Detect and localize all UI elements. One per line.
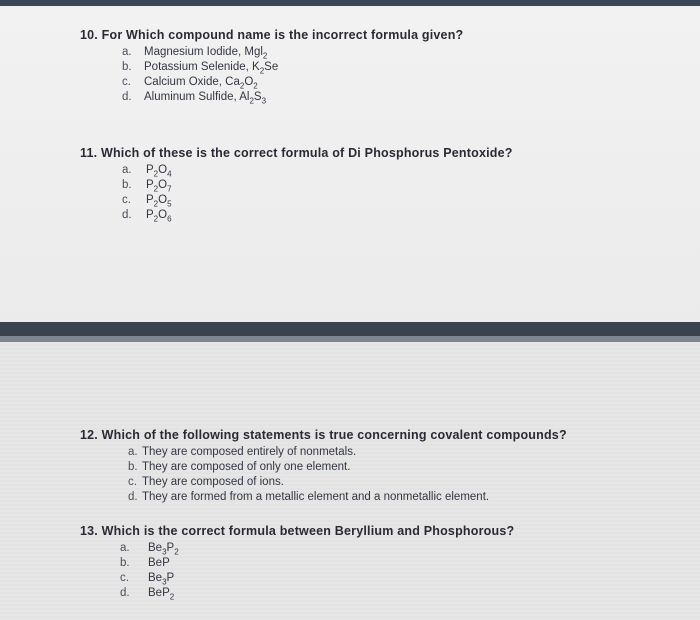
option-letter: a.	[122, 164, 132, 176]
option-letter: d.	[128, 491, 138, 503]
answer-options	[128, 445, 680, 505]
option-letter: d.	[122, 91, 132, 103]
subscript: 2	[259, 66, 265, 76]
subscript: 2	[174, 547, 179, 557]
question-13	[80, 524, 680, 601]
answer-option-a[interactable]	[128, 445, 680, 460]
option-letter: b.	[122, 179, 132, 191]
answer-option-b[interactable]	[120, 556, 680, 571]
option-letter: b.	[122, 61, 132, 73]
option-text-tail: O	[158, 209, 168, 221]
option-text: Be	[148, 542, 163, 554]
answer-option-d[interactable]	[122, 90, 680, 105]
question-title: 13. Which is the correct formula between Beryllium and Phosphorous?	[80, 524, 515, 538]
question-10	[80, 28, 680, 105]
option-letter: a.	[128, 446, 138, 458]
subscript: 7	[167, 184, 172, 194]
option-text-tail: S	[253, 91, 262, 103]
answer-options	[122, 163, 680, 223]
top-edge-bar	[0, 0, 700, 6]
subscript: 2	[262, 51, 268, 61]
option-text: They are formed from a metallic element and a nonmetallic element.	[142, 491, 490, 503]
subscript: 3	[162, 547, 167, 557]
option-text: P	[146, 209, 154, 221]
subscript: 2	[153, 184, 159, 194]
subscript: 5	[167, 199, 172, 209]
page-divider	[0, 322, 700, 336]
answer-option-c[interactable]	[122, 193, 680, 208]
option-text-tail: O	[244, 76, 254, 88]
answer-option-b[interactable]	[122, 60, 680, 75]
option-text-tail: P	[166, 542, 175, 554]
option-text: P	[146, 194, 154, 206]
option-text: They are composed of ions.	[142, 476, 284, 488]
option-text-tail: P	[166, 572, 175, 584]
subscript: 4	[167, 169, 172, 179]
answer-option-d[interactable]	[122, 208, 680, 223]
option-letter: c.	[122, 194, 131, 206]
subscript: 2	[253, 81, 258, 91]
subscript: 3	[162, 577, 167, 587]
answer-option-d[interactable]	[120, 586, 680, 601]
option-text-tail: Se	[264, 61, 279, 73]
option-text-tail: P	[162, 587, 170, 599]
option-text: They are composed entirely of nonmetals.	[142, 446, 357, 458]
answer-options	[122, 45, 680, 105]
subscript: 6	[167, 214, 172, 224]
option-letter: a.	[120, 542, 130, 554]
answer-option-b[interactable]	[128, 460, 680, 475]
answer-option-a[interactable]	[122, 45, 680, 60]
answer-option-a[interactable]	[120, 541, 680, 556]
subscript: 2	[239, 81, 245, 91]
answer-option-d[interactable]	[128, 490, 680, 505]
option-text-tail: O	[158, 164, 168, 176]
subscript: 2	[153, 169, 159, 179]
answer-option-b[interactable]	[122, 178, 680, 193]
subscript: 2	[153, 199, 159, 209]
option-letter: c.	[122, 76, 131, 88]
option-letter: d.	[122, 209, 132, 221]
option-letter: c.	[128, 476, 137, 488]
question-title: 12. Which of the following statements is true concerning covalent compounds?	[80, 428, 567, 442]
answer-option-a[interactable]	[122, 163, 680, 178]
option-text: Magnesium Iodide, Mgl	[144, 46, 263, 58]
option-text: BeP	[148, 557, 170, 569]
subscript: 2	[249, 96, 254, 106]
option-text: Be	[148, 587, 163, 599]
option-text: Potassium Selenide, K	[144, 61, 260, 73]
option-text: Be	[148, 572, 163, 584]
option-text: They are composed of only one element.	[142, 461, 351, 473]
option-letter: b.	[128, 461, 138, 473]
subscript: 2	[153, 214, 159, 224]
option-text-tail: O	[158, 194, 168, 206]
option-letter: b.	[120, 557, 130, 569]
answer-option-c[interactable]	[120, 571, 680, 586]
question-title: 11. Which of these is the correct formula of Di Phosphorus Pentoxide?	[80, 146, 513, 160]
option-letter: c.	[120, 572, 129, 584]
question-title: 10. For Which compound name is the incorrect formula given?	[80, 28, 464, 42]
subscript: 2	[169, 592, 175, 602]
subscript: 3	[261, 96, 267, 106]
answer-options	[120, 541, 680, 601]
option-text: Calcium Oxide, Ca	[144, 76, 240, 88]
question-12	[80, 428, 680, 505]
option-text: P	[146, 179, 154, 191]
answer-option-c[interactable]	[122, 75, 680, 90]
option-letter: a.	[122, 46, 132, 58]
question-11	[80, 146, 680, 223]
option-text: P	[146, 164, 154, 176]
option-letter: d.	[120, 587, 130, 599]
answer-option-c[interactable]	[128, 475, 680, 490]
option-text-tail: O	[158, 179, 168, 191]
option-text: Aluminum Sulfide, Al	[144, 91, 250, 103]
